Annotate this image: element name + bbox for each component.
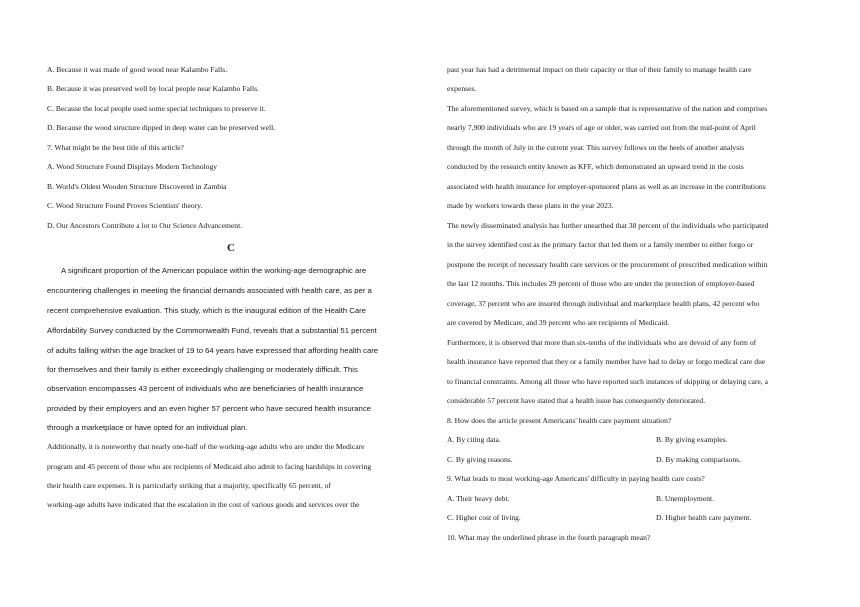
q7-question: 7. What might be the best title of this article? — [47, 143, 184, 152]
passage-line: through a marketplace or have opted for an individual plan. — [47, 423, 248, 432]
q7-option-c: C. Wood Structure Found Proves Scientists' theory. — [47, 201, 203, 210]
paragraph-line: considerable 57 percent have stated that a health issue has consequently deteriorated. — [447, 396, 706, 405]
passage-line: Affordability Survey conducted by the Commonwealth Fund, reveals that a substantial 51 percent — [47, 326, 377, 335]
paragraph-line: through the month of July in the current year. This survey follows on the heels of another analysis — [447, 143, 745, 152]
passage-line: of adults falling within the age bracket of 19 to 64 years have expressed that affording health care — [47, 346, 379, 355]
q8-option-c: C. By giving reasons. — [447, 455, 513, 464]
paragraph-line: to financial constraints. Among all those who have reported such instances of skipping or delaying care, a — [447, 377, 768, 386]
q9-option-a: A. Their heavy debt. — [447, 494, 510, 503]
q7-option-a: A. Wood Structure Found Displays Modern Technology — [47, 162, 218, 171]
q8-option-b: B. By giving examples. — [656, 435, 728, 444]
q9-option-c: C. Higher cost of living. — [447, 513, 521, 522]
q10-question: 10. What may the underlined phrase in the fourth paragraph mean? — [447, 533, 651, 542]
passage-line: provided by their employers and an even higher 57 percent who have secured health insurance — [47, 404, 371, 413]
passage-line: encountering challenges in meeting the financial demands associated with health care, as per a — [47, 286, 372, 295]
paragraph-line: The aforementioned survey, which is based on a sample that is representative of the nation and comprises — [447, 104, 768, 113]
q9-option-d: D. Higher health care payment. — [656, 513, 752, 522]
q8-option-a: A. By citing data. — [447, 435, 501, 444]
q8-question: 8. How does the article present Americans' health care payment situation? — [447, 416, 672, 425]
paragraph-line: expenses. — [447, 84, 477, 93]
q8-option-d: D. By making comparisons. — [656, 455, 741, 464]
passage-line: A significant proportion of the American populace within the working-age demographic are — [61, 266, 367, 275]
q7-option-d: D. Our Ancestors Contribute a lot to Our Science Advancement. — [47, 221, 243, 230]
passage-line: observation encompasses 43 percent of individuals who are beneficiaries of health insurance — [47, 384, 364, 393]
paragraph-line: conducted by the research entity known as KFF, which demonstrated an upward trend in the costs — [447, 162, 744, 171]
paragraph-line: Additionally, it is noteworthy that nearly one-half of the working-age adults who are under the Medicare — [47, 442, 365, 451]
q9-option-b: B. Unemployment. — [656, 494, 715, 503]
q6-option-c: C. Because the local people used some special techniques to preserve it. — [47, 104, 266, 113]
paragraph-line: Furthermore, it is observed that more than six-tenths of the individuals who are devoid of any form of — [447, 338, 757, 347]
passage-line: for themselves and their family is either exceedingly challenging or moderately difficult. This — [47, 365, 358, 374]
passage-line: recent comprehensive evaluation. This study, which is the inaugural edition of the Health Care — [47, 306, 366, 315]
q6-option-b: B. Because it was preserved well by local people near Kalambo Falls. — [47, 84, 259, 93]
paragraph-line: are covered by Medicare, and 39 percent who are recipients of Medicaid. — [447, 318, 670, 327]
paragraph-line: health insurance have reported that they or a family member have had to delay or forgo medical care due — [447, 357, 766, 366]
paragraph-line: postpone the receipt of necessary health care services or the procurement of prescribed medication within — [447, 260, 768, 269]
q6-option-d: D. Because the wood structure dipped in deep water can be preserved well. — [47, 123, 276, 132]
paragraph-line: working-age adults have indicated that the escalation in the cost of various goods and services over the — [47, 500, 360, 509]
q7-option-b: B. World's Oldest Wooden Structure Discovered in Zambia — [47, 182, 227, 191]
paragraph-line: made by workers towards these plans in the year 2023. — [447, 201, 614, 210]
section-heading: C — [227, 242, 235, 254]
q6-option-a: A. Because it was made of good wood near Kalambo Falls. — [47, 65, 228, 74]
paragraph-line: associated with health insurance for employer-sponsored plans as well as an increase in the contributions — [447, 182, 766, 191]
paragraph-line: coverage, 37 percent who are insured through individual and marketplace health plans, 42 percent who — [447, 299, 760, 308]
paragraph-line: nearly 7,900 individuals who are 19 years of age or older, was carried out from the mid-point of April — [447, 123, 756, 132]
q9-question: 9. What leads to most working-age Americans' difficulty in paying health care costs? — [447, 474, 705, 483]
paragraph-line: past year has had a detrimental impact on their capacity or that of their family to manage health care — [447, 65, 752, 74]
paragraph-line: program and 45 percent of those who are recipients of Medicaid also admit to facing hardships in covering — [47, 462, 372, 471]
paragraph-line: in the survey identified cost as the primary factor that led them or a family member to either forgo or — [447, 240, 754, 249]
paragraph-line: their health care expenses. It is particularly striking that a majority, specifically 65 percent, of — [47, 481, 331, 490]
paragraph-line: the last 12 months. This includes 29 percent of those who are under the protection of employer-based — [447, 279, 755, 288]
paragraph-line: The newly disseminated analysis has further unearthed that 38 percent of the individuals who participated — [447, 221, 769, 230]
